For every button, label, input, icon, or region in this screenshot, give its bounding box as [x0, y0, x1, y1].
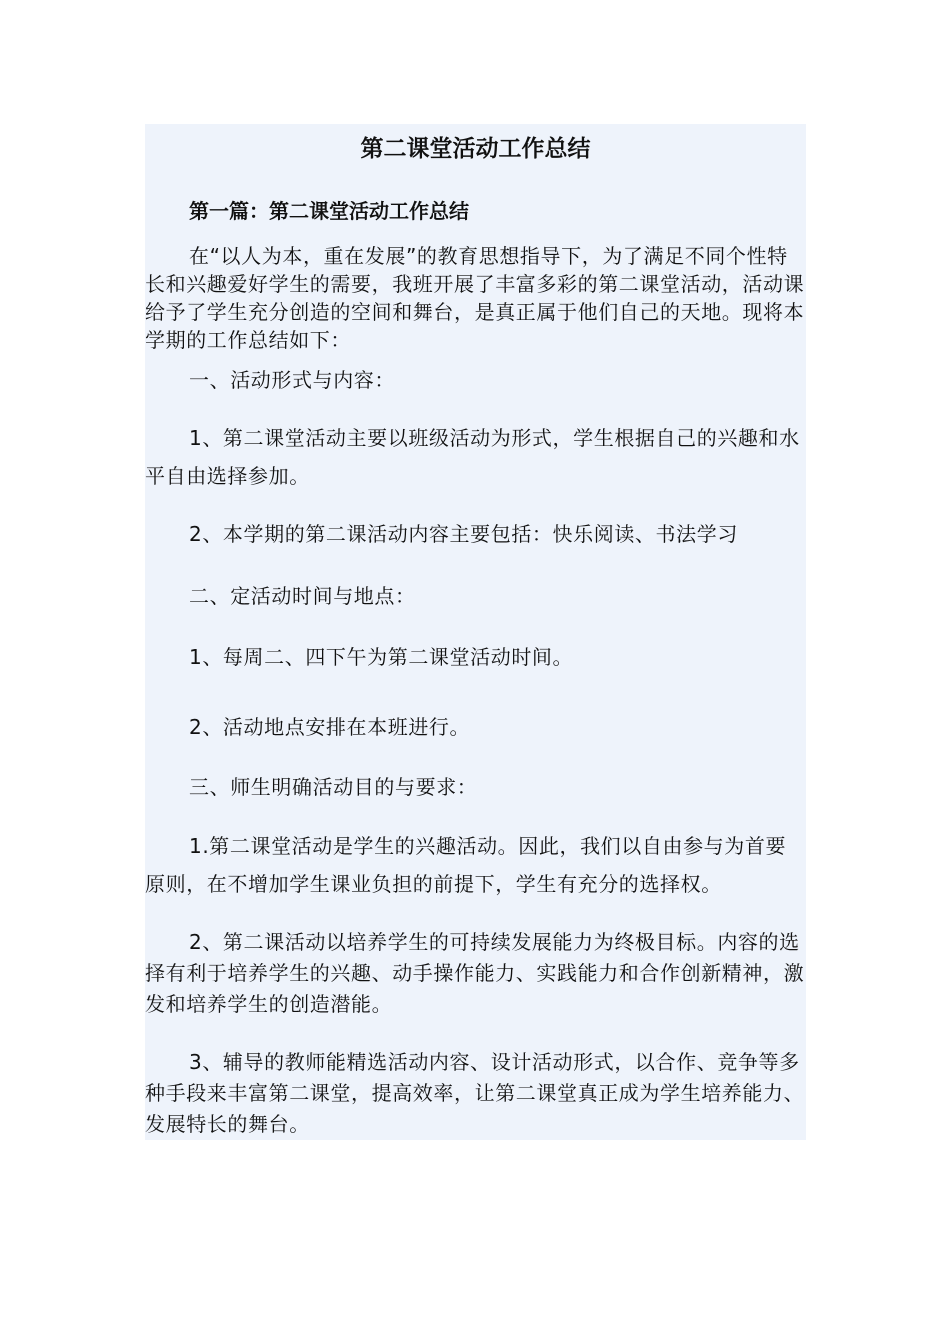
section1-item1-text: 1、第二课堂活动主要以班级活动为形式，学生根据自己的兴趣和水平自由选择参加。 — [145, 426, 800, 488]
document-title: 第二课堂活动工作总结 — [360, 136, 591, 162]
intro-text: 在“以人为本，重在发展”的教育思想指导下，为了满足不同个性特长和兴趣爱好学生的需要，我班开展了丰富多彩的第二课堂活动，活动课给予了学生充分创造的空间和舞台，是真正属于他们自己的天地。现将本学期的工作总结如下： — [145, 244, 805, 352]
section3-item1 — [145, 827, 806, 903]
section1-item2-text: 2、本学期的第二课活动内容主要包括：快乐阅读、书法学习 — [189, 522, 738, 546]
section2-heading — [145, 582, 806, 610]
section3-item2-text: 2、第二课活动以培养学生的可持续发展能力为终极目标。内容的选择有利于培养学生的兴趣、动手操作能力、实践能力和合作创新精神，激发和培养学生的创造潜能。 — [145, 930, 805, 1016]
section3-heading — [145, 773, 806, 801]
section2-item2-text: 2、活动地点安排在本班进行。 — [189, 715, 471, 739]
section1-item2 — [145, 520, 806, 548]
section3-item2 — [145, 927, 806, 1020]
section2-item1 — [145, 643, 806, 671]
section1-item1 — [145, 419, 806, 495]
section1-heading — [145, 366, 806, 394]
section3-item3-text: 3、辅导的教师能精选活动内容、设计活动形式，以合作、竞争等多种手段来丰富第二课堂，提高效率，让第二课堂真正成为学生培养能力、发展特长的舞台。 — [145, 1050, 805, 1136]
section2-item2 — [145, 713, 806, 741]
section2-item1-text: 1、每周二、四下午为第二课堂活动时间。 — [189, 645, 574, 669]
section2-heading-text: 二、定活动时间与地点： — [189, 584, 416, 608]
section3-item1-text: 1.第二课堂活动是学生的兴趣活动。因此，我们以自由参与为首要原则，在不增加学生课业负担的前提下，学生有充分的选择权。 — [145, 834, 787, 896]
section3-item3 — [145, 1047, 806, 1140]
document-subtitle: 第一篇：第二课堂活动工作总结 — [189, 199, 469, 223]
section3-heading-text: 三、师生明确活动目的与要求： — [189, 775, 478, 799]
section1-heading-text: 一、活动形式与内容： — [189, 368, 395, 392]
intro-paragraph — [145, 242, 806, 354]
